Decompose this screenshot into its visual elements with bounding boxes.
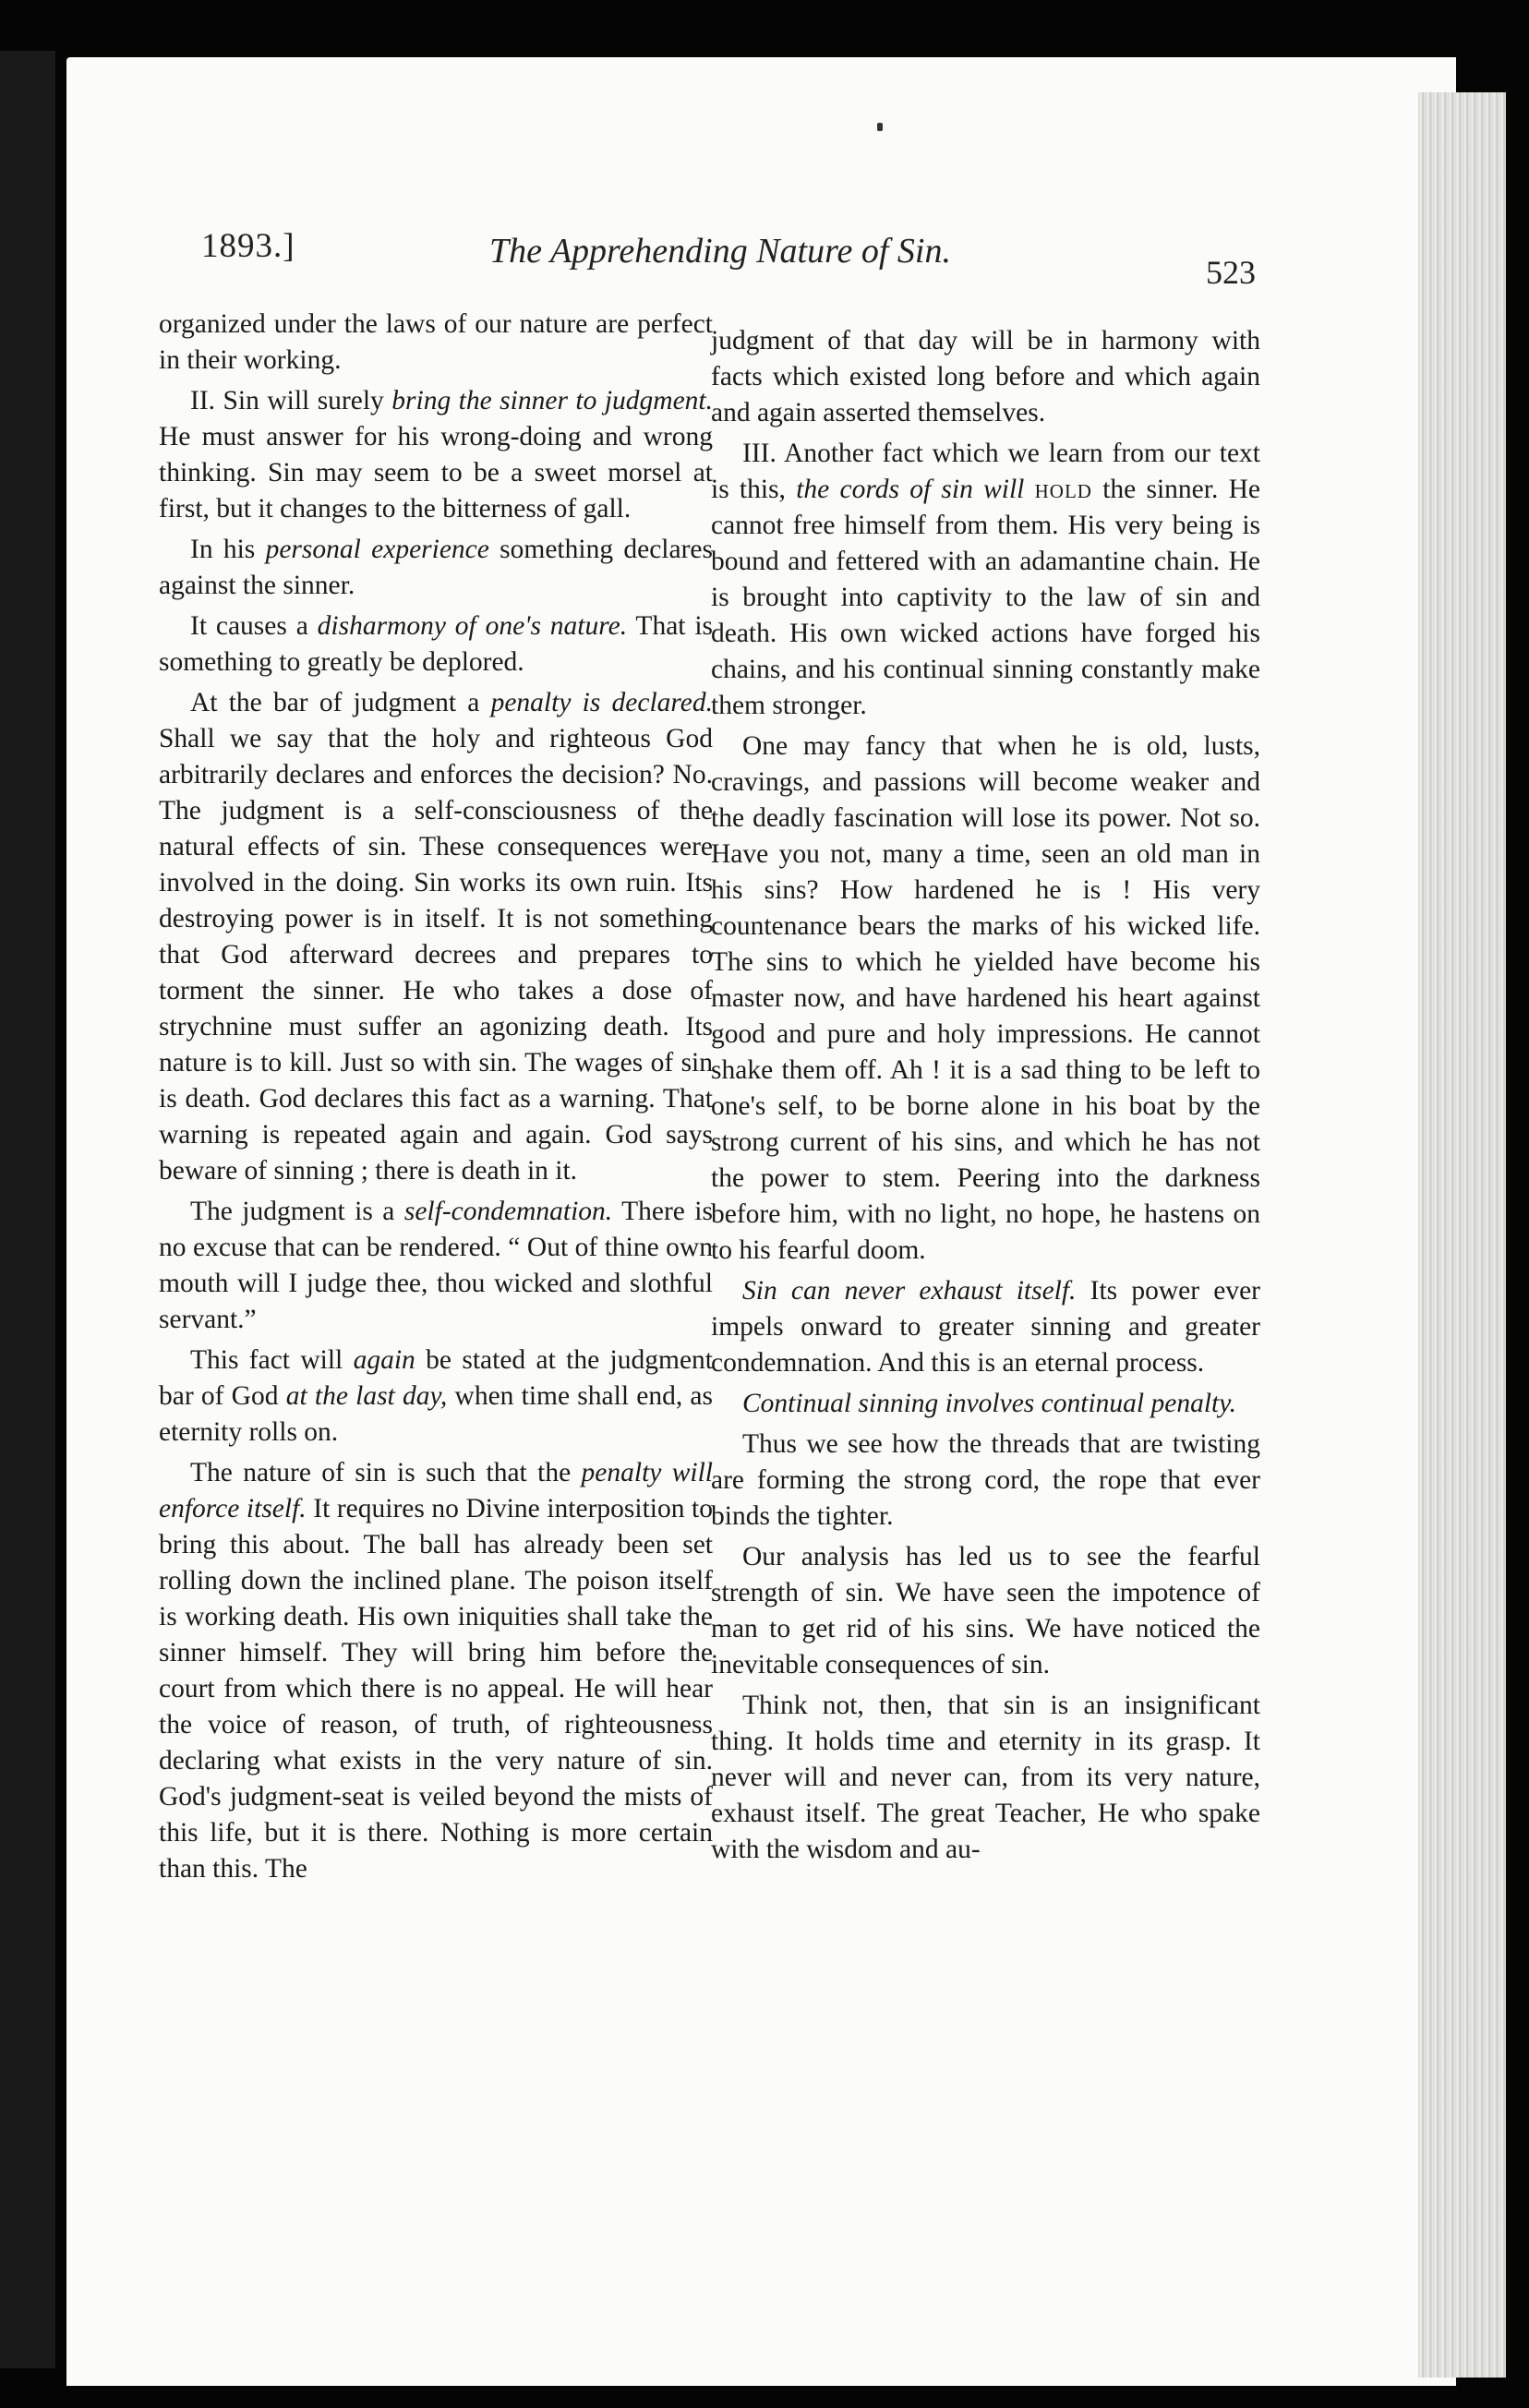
text-run: He must answer for his wrong-doing and wrong thinking. Sin may seem to be a sweet morsel at first, but it changes to the bitterness of gall. <box>159 422 713 524</box>
paragraph <box>159 685 713 1189</box>
paragraph <box>711 436 1260 724</box>
text-run: organized under the laws of our nature are perfect in their working. <box>159 309 713 375</box>
paragraph <box>159 1194 713 1338</box>
text-run: The judgment is a <box>190 1197 404 1226</box>
text-run: when time shall end, as eternity rolls on. <box>159 1381 713 1447</box>
text-run: III. Another fact which we learn from our text is this, <box>711 439 1260 504</box>
text-run: In his <box>190 535 266 564</box>
right-column <box>711 323 1260 1872</box>
text-run: be stated at the judgment bar of God <box>159 1345 713 1411</box>
text-run: That is something to greatly be deplored. <box>159 611 713 677</box>
paragraph <box>711 323 1260 431</box>
page-stack-edge <box>1418 92 1506 2378</box>
italic-text: disharmony of one's nature. <box>317 611 628 641</box>
paragraph <box>711 1386 1260 1422</box>
text-run: Shall we say that the holy and righteous God arbitrarily declares and enforces the decision? No. The judgment is a self-consciousness of the natural effects of sin. These consequences were involved in the doing. Sin works its own ruin. Its destroying power is in itself. It is not something that God afterward decrees and prepares to torment the sinner. He who takes a dose of strychnine must suffer an agonizing death. Its nature is to kill. Just so with sin. The wages of sin is death. God declares this fact as a warning. That warning is repeated again and again. God says beware of sinning ; there is death in it. <box>159 724 713 1186</box>
text-run: something declares against the sinner. <box>159 535 713 600</box>
italic-text: penalty is declared. <box>490 688 713 717</box>
italic-text: Sin can never exhaust itself. <box>742 1276 1077 1306</box>
text-run: It requires no Divine interposition to bring this about. The ball has already been set rolling down the inclined plane. The poison itself is working death. His own iniquities shall take the sinner himself. They will bring him before the court from which there is no appeal. He will hear the voice of reason, of truth, of righteousness declaring what exists in the very nature of sin. God's judgment-seat is veiled beyond the mists of this life, but it is there. Nothing is more certain than this. The <box>159 1494 713 1884</box>
header-title: The Apprehending Nature of Sin. <box>489 232 951 271</box>
paragraph <box>159 1342 713 1451</box>
text-run: Think not, then, that sin is an insignificant thing. It holds time and eternity in its grasp. It never will and never can, from its very nature, exhaust itself. The great Teacher, He who spake with the wisdom and au- <box>711 1691 1260 1864</box>
paragraph <box>711 1539 1260 1683</box>
text-run <box>1024 475 1034 504</box>
text-run: Thus we see how the threads that are twisting are forming the strong cord, the rope that ever binds the tighter. <box>711 1429 1260 1531</box>
italic-text: self-condemnation. <box>403 1197 613 1226</box>
text-run: the sinner. He cannot free himself from them. His very being is bound and fettered with an adamantine chain. He is brought into captivity to the law of sin and death. His own wicked actions have forged his chains, and his continual sinning constantly make them stronger. <box>711 475 1260 720</box>
ink-speck <box>877 123 883 131</box>
italic-text: at the last day, <box>285 1381 448 1411</box>
italic-text: again <box>353 1345 415 1375</box>
text-run: II. Sin will surely <box>190 386 392 415</box>
paragraph <box>711 1427 1260 1535</box>
page-number: 523 <box>1206 254 1256 291</box>
paragraph <box>159 608 713 680</box>
italic-text: bring the sinner to judgment. <box>391 386 713 415</box>
text-run: One may fancy that when he is old, lusts, cravings, and passions will become weaker and the deadly fascination will lose its power. Not so. Have you not, many a time, seen an old man in his sins? How hardened he is ! His very countenance bears the marks of his wicked life. The sins to which he yielded have become his master now, and have hardened his heart against good and pure and holy impressions. He cannot shake them off. Ah ! it is a sad thing to be left to one's self, to be borne alone in his boat by the strong current of his sins, and which he has not the power to stem. Peering into the darkness before him, with no light, no hope, he hastens on to his fearful doom. <box>711 731 1260 1265</box>
header-date: 1893.] <box>201 227 295 265</box>
text-run: judgment of that day will be in harmony with facts which existed long before and which again and again asserted themselves. <box>711 326 1260 427</box>
italic-text: Continual sinning involves continual penalty. <box>742 1389 1237 1418</box>
text-run: Our analysis has led us to see the fearful strength of sin. We have seen the impotence of man to get rid of his sins. We have noticed the inevitable consequences of sin. <box>711 1542 1260 1680</box>
italic-text: personal experience <box>265 535 489 564</box>
left-column <box>159 307 713 1892</box>
paragraph <box>711 728 1260 1269</box>
italic-text: penalty will enforce itself. <box>159 1458 713 1523</box>
paragraph <box>159 383 713 527</box>
text-run: hold <box>1034 475 1092 504</box>
text-run: Its power ever impels onward to greater sinning and greater condemnation. And this is an eternal process. <box>711 1276 1261 1378</box>
paragraph <box>159 307 713 379</box>
text-run: The nature of sin is such that the <box>190 1458 582 1487</box>
paragraph <box>159 532 713 604</box>
text-run: There is no excuse that can be rendered. “ Out of thine own mouth will I judge thee, thou wicked and slothful servant.” <box>159 1197 713 1334</box>
paragraph <box>711 1273 1260 1381</box>
text-run: This fact will <box>190 1345 354 1375</box>
paragraph <box>159 1455 713 1887</box>
italic-text: the cords of sin will <box>796 475 1025 504</box>
text-run: At the bar of judgment a <box>190 688 491 717</box>
paragraph <box>711 1688 1260 1868</box>
book-gutter <box>0 51 55 2368</box>
text-run: It causes a <box>190 611 318 641</box>
